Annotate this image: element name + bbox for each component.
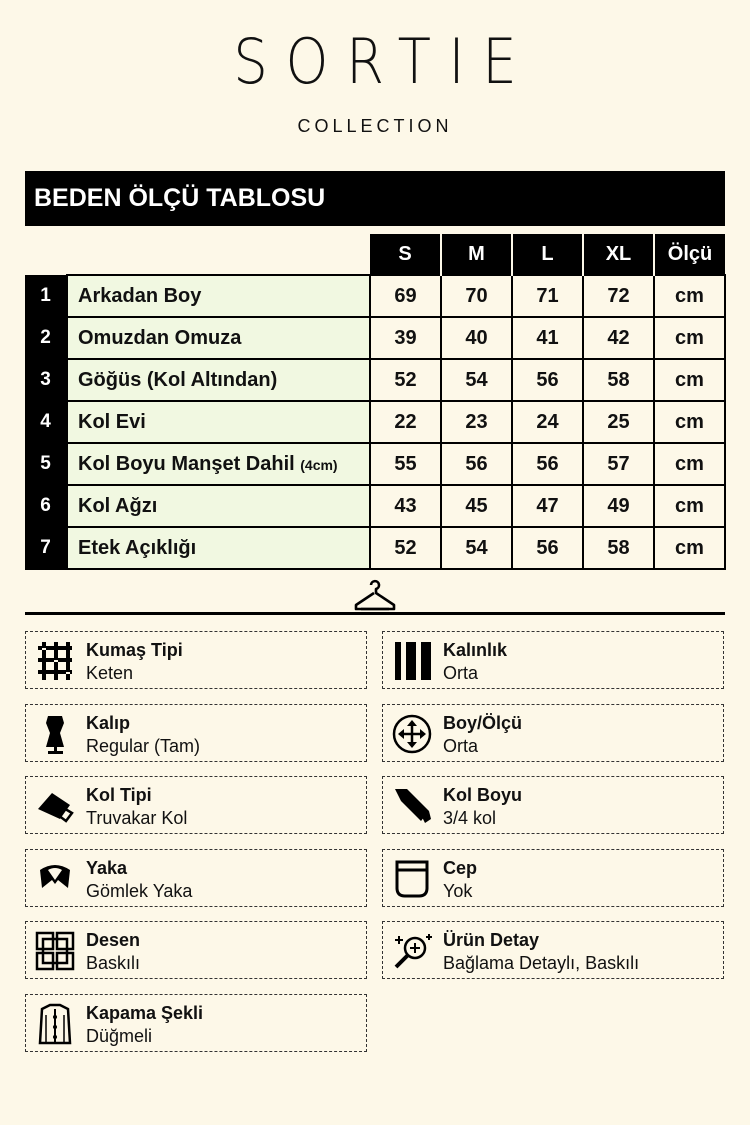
feature-key: Boy/Ölçü	[443, 712, 523, 733]
row-unit: cm	[654, 443, 725, 485]
size-arrows-icon	[391, 713, 433, 755]
row-number: 5	[25, 443, 67, 485]
row-label-text: Kol Boyu Manşet Dahil	[78, 452, 301, 475]
row-value: 56	[512, 359, 583, 401]
feature-key: Ürün Detay	[443, 930, 540, 951]
row-number: 4	[25, 401, 67, 443]
feature-card	[382, 704, 724, 762]
row-value: 52	[370, 359, 441, 401]
feature-key: Kalınlık	[443, 640, 508, 660]
table-row	[25, 443, 725, 485]
feature-card	[25, 994, 367, 1052]
row-label-text: Kol Ağzı	[78, 494, 158, 517]
header-size-m: M	[441, 234, 512, 275]
row-value: 70	[441, 275, 512, 317]
row-number: 7	[25, 527, 67, 569]
feature-value: Orta	[443, 663, 479, 683]
header-size-s: S	[370, 234, 441, 275]
page-title: BEDEN ÖLÇÜ TABLOSU	[25, 171, 725, 226]
row-number: 1	[25, 275, 67, 317]
row-value: 49	[583, 485, 654, 527]
row-unit: cm	[654, 317, 725, 359]
row-value: 22	[370, 401, 441, 443]
feature-value: Keten	[86, 663, 134, 683]
mannequin-icon	[34, 713, 76, 755]
feature-key: Desen	[86, 930, 141, 951]
row-value: 41	[512, 317, 583, 359]
row-unit: cm	[654, 485, 725, 527]
feature-card	[382, 849, 724, 907]
row-number: 6	[25, 485, 67, 527]
feature-value: 3/4 kol	[443, 808, 497, 829]
row-value: 54	[441, 359, 512, 401]
header-spacer	[25, 234, 370, 275]
row-value: 71	[512, 275, 583, 317]
hanger-icon	[352, 576, 398, 616]
thickness-icon	[391, 640, 433, 682]
feature-card	[25, 776, 367, 834]
feature-card	[25, 631, 367, 689]
header-size-l: L	[512, 234, 583, 275]
row-value: 56	[512, 443, 583, 485]
size-table	[25, 234, 726, 570]
row-label	[67, 443, 370, 485]
row-unit: cm	[654, 527, 725, 569]
row-label	[67, 485, 370, 527]
feature-card	[25, 704, 367, 762]
feature-key: Kumaş Tipi	[86, 640, 183, 660]
row-label-text: Etek Açıklığı	[78, 536, 197, 559]
row-value: 72	[583, 275, 654, 317]
row-number: 2	[25, 317, 67, 359]
feature-key: Kol Tipi	[86, 785, 152, 806]
fabric-weave-icon	[34, 640, 76, 682]
feature-card	[25, 921, 367, 979]
row-label-note: (4cm)	[300, 456, 338, 473]
pattern-icon	[34, 930, 76, 972]
section-divider	[25, 612, 725, 615]
row-value: 25	[583, 401, 654, 443]
pocket-icon	[391, 858, 433, 900]
row-label	[67, 527, 370, 569]
row-value: 23	[441, 401, 512, 443]
row-value: 40	[441, 317, 512, 359]
feature-card	[382, 921, 724, 979]
feature-value: Baskılı	[86, 953, 141, 974]
row-value: 52	[370, 527, 441, 569]
row-value: 57	[583, 443, 654, 485]
brand-logo: SORTIE	[233, 25, 535, 98]
feature-value: Bağlama Detaylı, Baskılı	[443, 953, 640, 974]
feature-key: Cep	[443, 857, 478, 878]
row-label-text: Arkadan Boy	[78, 284, 202, 307]
feature-value: Gömlek Yaka	[86, 880, 193, 901]
feature-value: Regular (Tam)	[86, 735, 201, 756]
feature-value: Düğmeli	[86, 1026, 153, 1046]
feature-key: Yaka	[86, 857, 128, 878]
feature-key: Kapama Şekli	[86, 1003, 204, 1023]
row-value: 58	[583, 359, 654, 401]
row-value: 47	[512, 485, 583, 527]
feature-value: Orta	[443, 735, 479, 756]
row-label	[67, 359, 370, 401]
header-size-xl: XL	[583, 234, 654, 275]
sleeve-length-icon	[391, 785, 433, 827]
table-row	[25, 485, 725, 527]
feature-key: Kalıp	[86, 712, 131, 733]
row-label-text: Omuzdan Omuza	[78, 326, 242, 349]
table-row	[25, 317, 725, 359]
row-value: 55	[370, 443, 441, 485]
row-unit: cm	[654, 275, 725, 317]
magnifier-sparkle-icon	[391, 930, 433, 972]
table-row	[25, 401, 725, 443]
row-label	[67, 401, 370, 443]
row-value: 54	[441, 527, 512, 569]
brand-subtitle: COLLECTION	[297, 116, 453, 136]
table-row	[25, 527, 725, 569]
row-value: 56	[441, 443, 512, 485]
feature-card	[25, 849, 367, 907]
table-row	[25, 359, 725, 401]
row-unit: cm	[654, 401, 725, 443]
feature-value: Truvakar Kol	[86, 808, 188, 829]
button-closure-icon	[34, 1003, 76, 1045]
feature-key: Kol Boyu	[443, 785, 522, 806]
row-label	[67, 275, 370, 317]
collar-icon	[34, 858, 76, 900]
size-header-row	[25, 234, 725, 275]
row-value: 24	[512, 401, 583, 443]
row-label	[67, 317, 370, 359]
row-value: 58	[583, 527, 654, 569]
feature-card	[382, 776, 724, 834]
row-label-text: Göğüs (Kol Altından)	[78, 368, 278, 391]
row-value: 56	[512, 527, 583, 569]
header-unit: Ölçü	[654, 234, 725, 275]
row-value: 45	[441, 485, 512, 527]
row-label-text: Kol Evi	[78, 410, 146, 433]
row-value: 69	[370, 275, 441, 317]
table-row	[25, 275, 725, 317]
row-unit: cm	[654, 359, 725, 401]
feature-value: Yok	[443, 880, 473, 901]
row-value: 43	[370, 485, 441, 527]
sleeve-type-icon	[34, 785, 76, 827]
row-value: 39	[370, 317, 441, 359]
feature-card	[382, 631, 724, 689]
row-number: 3	[25, 359, 67, 401]
row-value: 42	[583, 317, 654, 359]
